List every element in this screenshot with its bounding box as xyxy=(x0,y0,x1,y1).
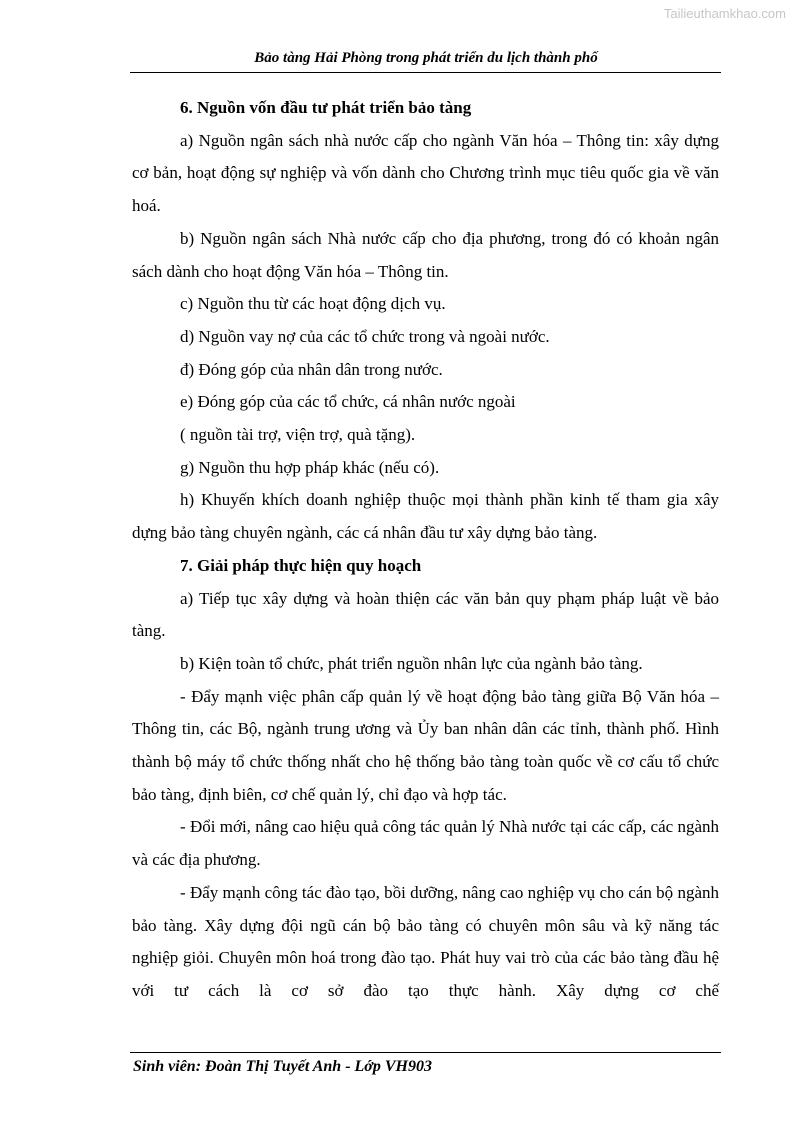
paragraph-6b: b) Nguồn ngân sách Nhà nước cấp cho địa phương, trong đó có khoản ngân sách dành cho hoạt động Văn hóa – Thông tin. xyxy=(132,228,719,281)
section-7-heading: 7. Giải pháp thực hiện quy hoạch xyxy=(180,555,422,575)
paragraph-6d: d) Nguồn vay nợ của các tổ chức trong và ngoài nước. xyxy=(180,326,550,346)
paragraph-7a: a) Tiếp tục xây dựng và hoàn thiện các văn bản quy phạm pháp luật về bảo tàng. xyxy=(132,588,719,641)
paragraph-6e-line2: ( nguồn tài trợ, viện trợ, quà tặng). xyxy=(180,425,416,445)
section-6-heading: 6. Nguồn vốn đầu tư phát triển bảo tàng xyxy=(180,98,472,117)
page-content xyxy=(132,92,719,1008)
paragraph-6a: a) Nguồn ngân sách nhà nước cấp cho ngành Văn hóa – Thông tin: xây dựng cơ bản, hoạt động sự nghiệp và vốn dành cho Chương trình mục tiêu quốc gia về văn hoá. xyxy=(132,130,719,216)
bullet-paragraph-2: - Đổi mới, nâng cao hiệu quả công tác quản lý Nhà nước tại các cấp, các ngành và các địa phương. xyxy=(132,817,719,870)
paragraph-6e-line1: e) Đóng góp của các tổ chức, cá nhân nước ngoài xyxy=(180,392,516,412)
watermark: Tailieuthamkhao.com xyxy=(663,6,786,21)
footer-rule xyxy=(130,1052,721,1053)
paragraph-6g: g) Nguồn thu hợp pháp khác (nếu có). xyxy=(180,457,440,477)
bullet-paragraph-3: - Đẩy mạnh công tác đào tạo, bồi dưỡng, nâng cao nghiệp vụ cho cán bộ ngành bảo tàng. Xây dựng đội ngũ cán bộ bảo tàng có chuyên môn sâu và kỹ năng tác nghiệp giỏi. Chuyên môn hoá trong đào tạo. Phát huy vai trò của các bảo tàng đầu hệ với tư cách là cơ sở đào tạo thực hành. Xây dựng cơ chế xyxy=(132,882,719,1000)
paragraph-6c: c) Nguồn thu từ các hoạt động dịch vụ. xyxy=(180,294,446,314)
page-footer-text: Sinh viên: Đoàn Thị Tuyết Anh - Lớp VH903 xyxy=(133,1058,432,1075)
header-rule xyxy=(130,72,721,73)
paragraph-6dd: đ) Đóng góp của nhân dân trong nước. xyxy=(180,359,443,379)
paragraph-7b: b) Kiện toàn tổ chức, phát triển nguồn nhân lực của ngành bảo tàng. xyxy=(180,653,643,673)
bullet-paragraph-1: - Đẩy mạnh việc phân cấp quản lý về hoạt động bảo tàng giữa Bộ Văn hóa – Thông tin, các Bộ, ngành trung ương và Ủy ban nhân dân các tỉnh, thành phố. Hình thành bộ máy tổ chức thống nhất cho hệ thống bảo tàng toàn quốc về cơ cấu tổ chức bảo tàng, định biên, cơ chế quản lý, chỉ đạo và hợp tác. xyxy=(132,686,719,804)
page-header-title: Bảo tàng Hải Phòng trong phát triển du lịch thành phố xyxy=(254,50,598,66)
paragraph-6h: h) Khuyến khích doanh nghiệp thuộc mọi thành phần kinh tế tham gia xây dựng bảo tàng chuyên ngành, các cá nhân đầu tư xây dựng bảo tàng. xyxy=(132,490,719,543)
